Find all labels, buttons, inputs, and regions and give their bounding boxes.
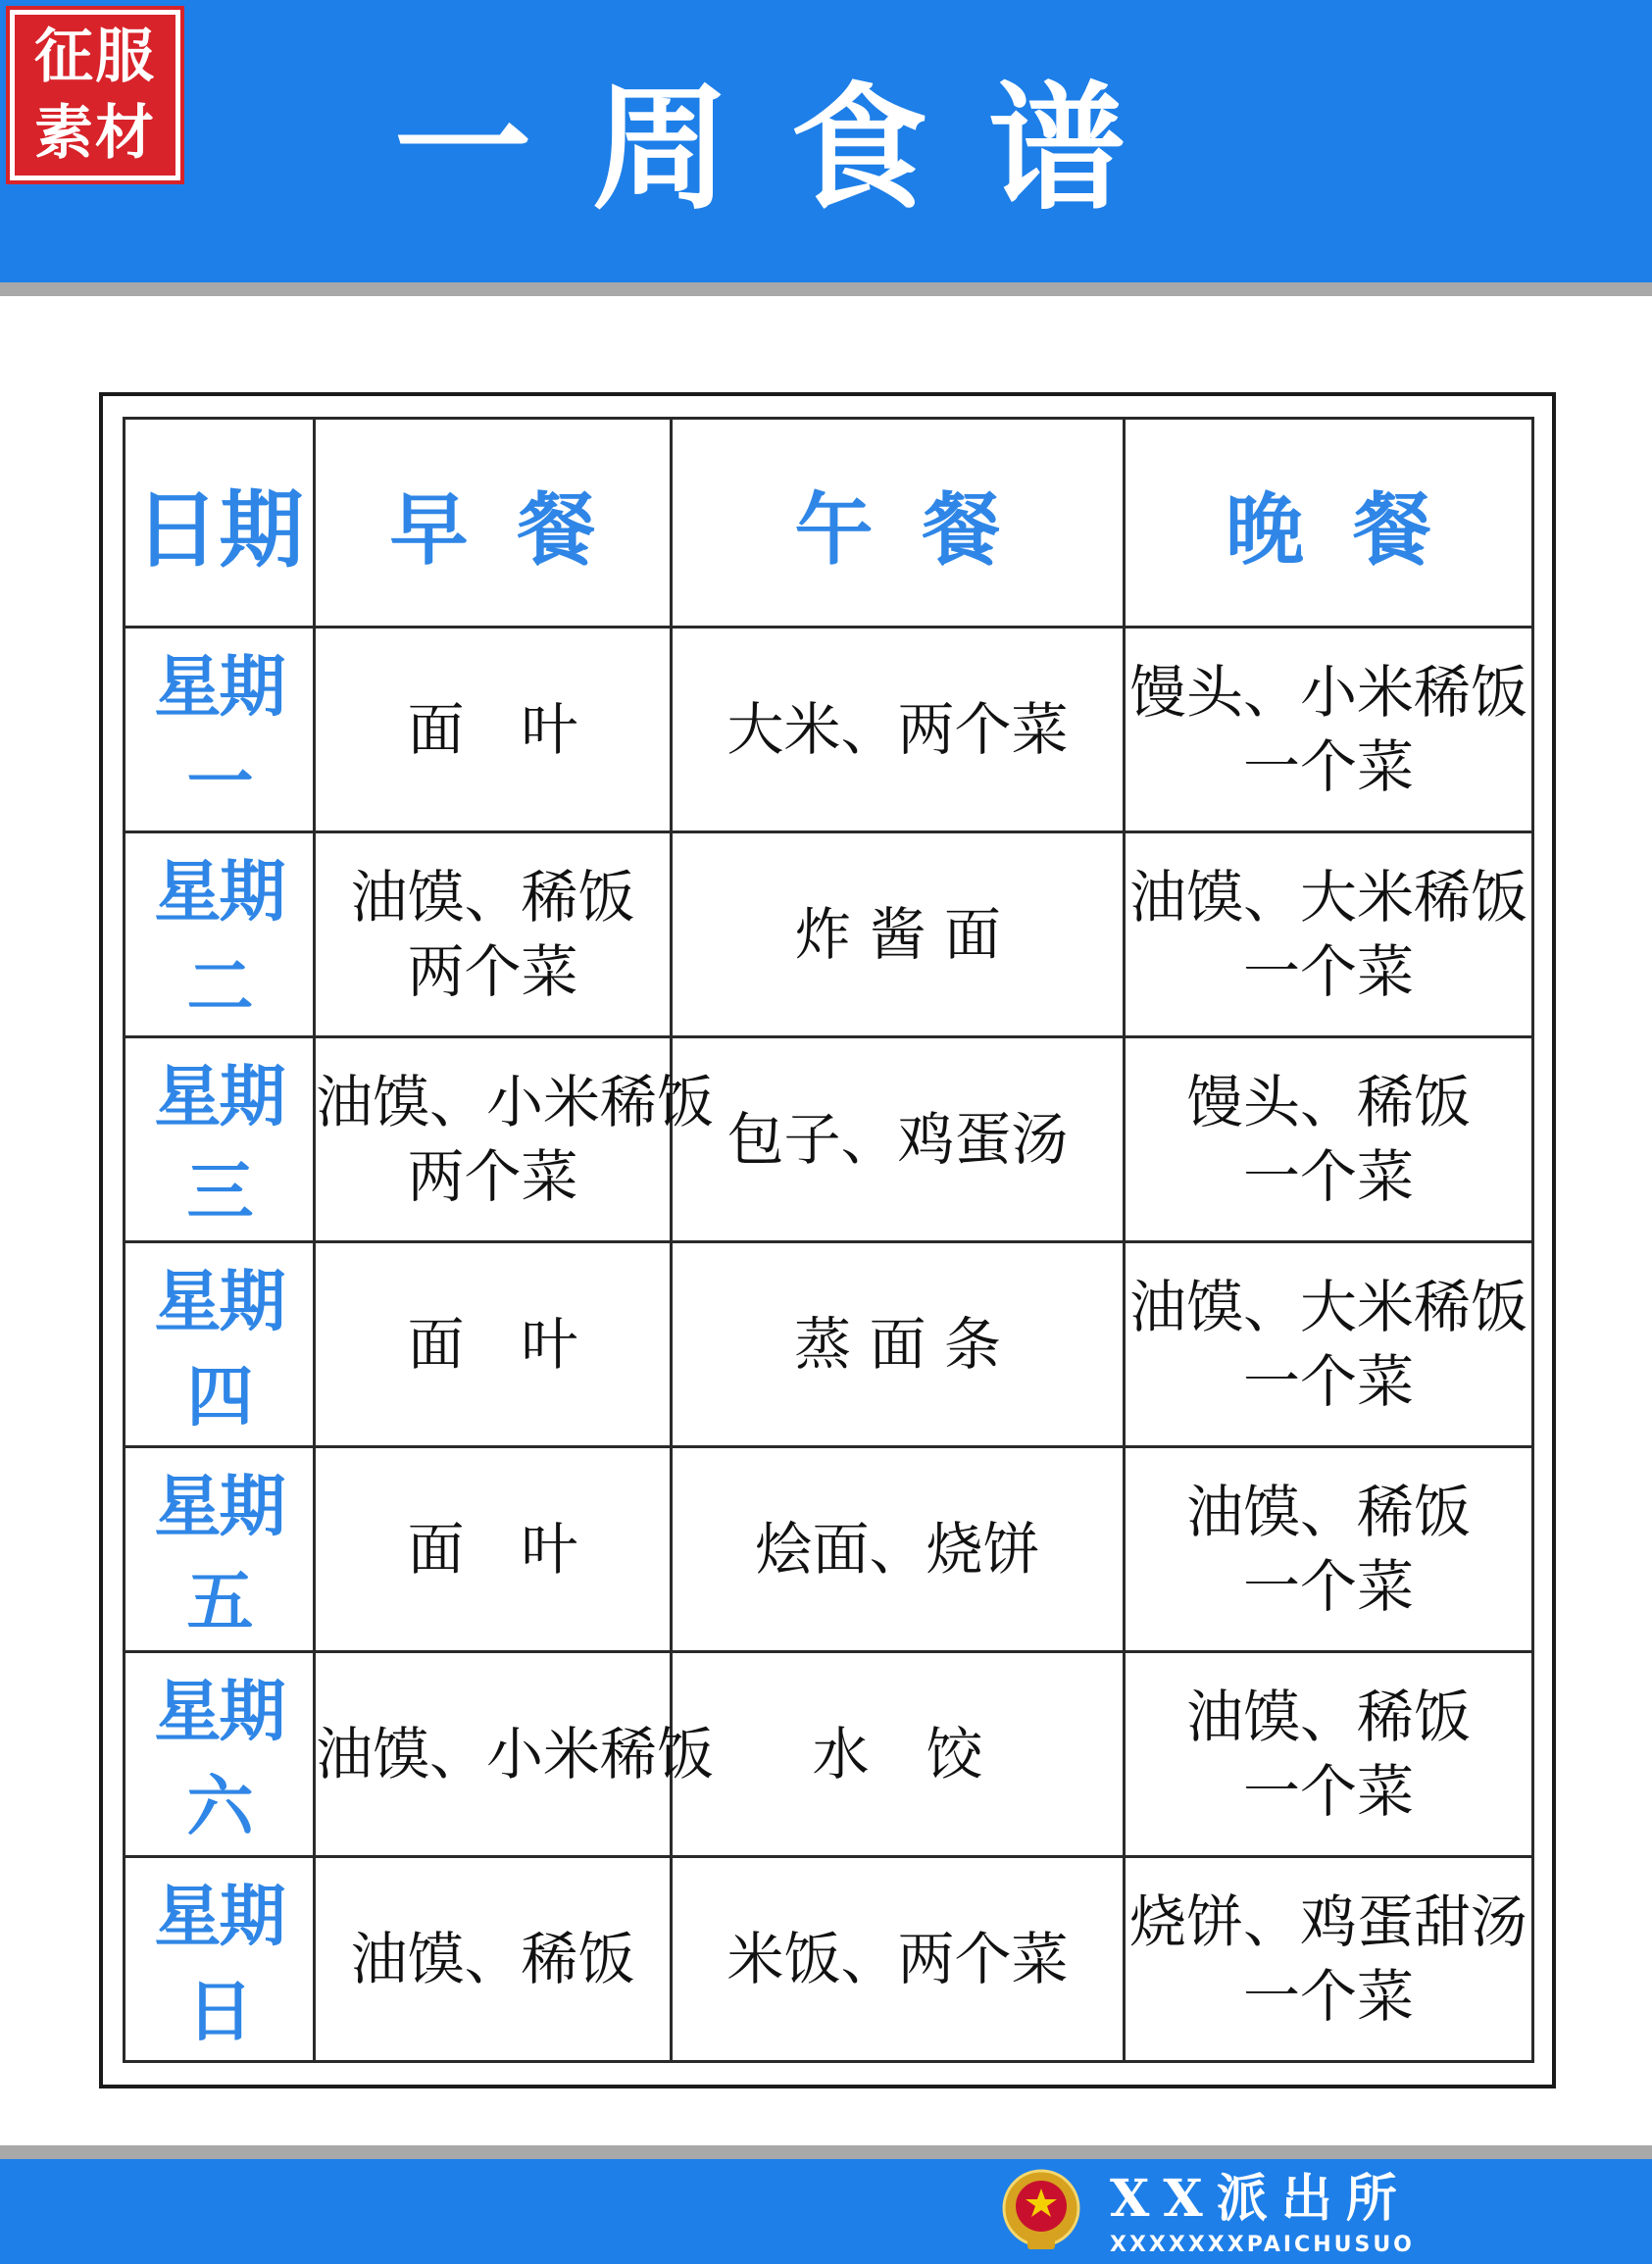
breakfast-text: 油馍、小米稀饭 (316, 1069, 715, 1135)
day-label: 星期一 (125, 628, 315, 832)
dinner-text: 馒头、小米稀饭 (1128, 659, 1527, 726)
table-row (125, 1857, 1533, 2062)
watermark-line-1: 征服 (34, 23, 156, 91)
lunch-text: 蒸 面 条 (794, 1311, 1001, 1378)
breakfast-cell (315, 1037, 715, 1242)
lunch-cell (672, 628, 1125, 832)
day-label: 星期四 (125, 1242, 315, 1447)
lunch-text: 水 饺 (812, 1721, 983, 1787)
dinner-text: 烧饼、鸡蛋甜汤 (1128, 1888, 1527, 1955)
watermark-line-2: 素材 (34, 99, 156, 168)
lunch-text: 包子、鸡蛋汤 (726, 1106, 1069, 1173)
lunch-text: 炸 酱 面 (794, 901, 1001, 968)
table-row (125, 1652, 1533, 1857)
lunch-cell (672, 832, 1125, 1037)
dinner-text: 一个菜 (1242, 1963, 1414, 2030)
police-station-romanized: XXXXXXXPAICHUSUO (1110, 2233, 1415, 2257)
dinner-text: 馒头、稀饭 (1185, 1069, 1471, 1135)
breakfast-text: 油馍、稀饭 (350, 1926, 635, 1992)
day-label: 星期二 (125, 832, 315, 1037)
breakfast-text: 面 叶 (407, 1516, 578, 1583)
day-label: 星期日 (125, 1857, 315, 2062)
dinner-cell (1125, 1652, 1533, 1857)
dinner-text: 油馍、稀饭 (1185, 1479, 1471, 1545)
day-label: 星期六 (125, 1652, 315, 1857)
breakfast-cell (315, 628, 672, 832)
breakfast-text: 两个菜 (407, 1143, 578, 1210)
lunch-text: 大米、两个菜 (726, 696, 1069, 763)
breakfast-cell (315, 1857, 672, 2062)
dinner-text: 油馍、稀饭 (1185, 1684, 1471, 1750)
watermark-stamp (6, 6, 184, 184)
lunch-cell (672, 1037, 1125, 1242)
dinner-text: 一个菜 (1242, 1758, 1414, 1825)
page-title: 一周食谱 (393, 69, 1186, 229)
breakfast-cell (315, 1447, 672, 1652)
dinner-cell (1125, 1447, 1533, 1652)
table-body (125, 628, 1533, 2062)
breakfast-text: 面 叶 (407, 696, 578, 763)
table-row (125, 628, 1533, 832)
day-label: 星期五 (125, 1447, 315, 1652)
day-label: 星期三 (125, 1037, 315, 1242)
lunch-cell (672, 1447, 1125, 1652)
dinner-cell (1125, 1242, 1533, 1447)
police-emblem-icon (998, 2167, 1084, 2255)
dinner-text: 油馍、大米稀饭 (1128, 1274, 1527, 1340)
header-day: 日期 (125, 419, 315, 628)
dinner-text: 一个菜 (1242, 1553, 1414, 1620)
breakfast-text: 面 叶 (407, 1311, 578, 1378)
lunch-cell (672, 1242, 1125, 1447)
table-row (125, 1242, 1533, 1447)
dinner-cell (1125, 1037, 1533, 1242)
header-breakfast: 早餐 (315, 419, 672, 628)
footer-divider (0, 2145, 1652, 2159)
dinner-text: 一个菜 (1242, 1348, 1414, 1415)
weekly-menu-table (123, 417, 1534, 2063)
breakfast-cell (315, 832, 672, 1037)
lunch-text: 米饭、两个菜 (726, 1926, 1069, 1992)
header-lunch: 午餐 (672, 419, 1125, 628)
breakfast-text: 两个菜 (407, 938, 578, 1005)
dinner-cell (1125, 628, 1533, 832)
table-row (125, 1447, 1533, 1652)
header-dinner: 晚餐 (1125, 419, 1533, 628)
dinner-text: 油馍、大米稀饭 (1128, 864, 1527, 931)
table-row (125, 1037, 1533, 1242)
police-station-name: XX派出所 (1110, 2169, 1411, 2229)
lunch-text: 烩面、烧饼 (755, 1516, 1040, 1583)
dinner-cell (1125, 1857, 1533, 2062)
breakfast-cell (315, 1242, 672, 1447)
dinner-text: 一个菜 (1242, 733, 1414, 800)
header-divider (0, 282, 1652, 296)
dinner-cell (1125, 832, 1533, 1037)
breakfast-text: 油馍、稀饭 (350, 864, 635, 931)
lunch-cell (672, 1652, 1125, 1857)
table-header-row (125, 419, 1533, 628)
breakfast-cell (315, 1652, 715, 1857)
table-row (125, 832, 1533, 1037)
dinner-text: 一个菜 (1242, 1143, 1414, 1210)
breakfast-text: 油馍、小米稀饭 (316, 1721, 715, 1787)
dinner-text: 一个菜 (1242, 938, 1414, 1005)
lunch-cell (672, 1857, 1125, 2062)
